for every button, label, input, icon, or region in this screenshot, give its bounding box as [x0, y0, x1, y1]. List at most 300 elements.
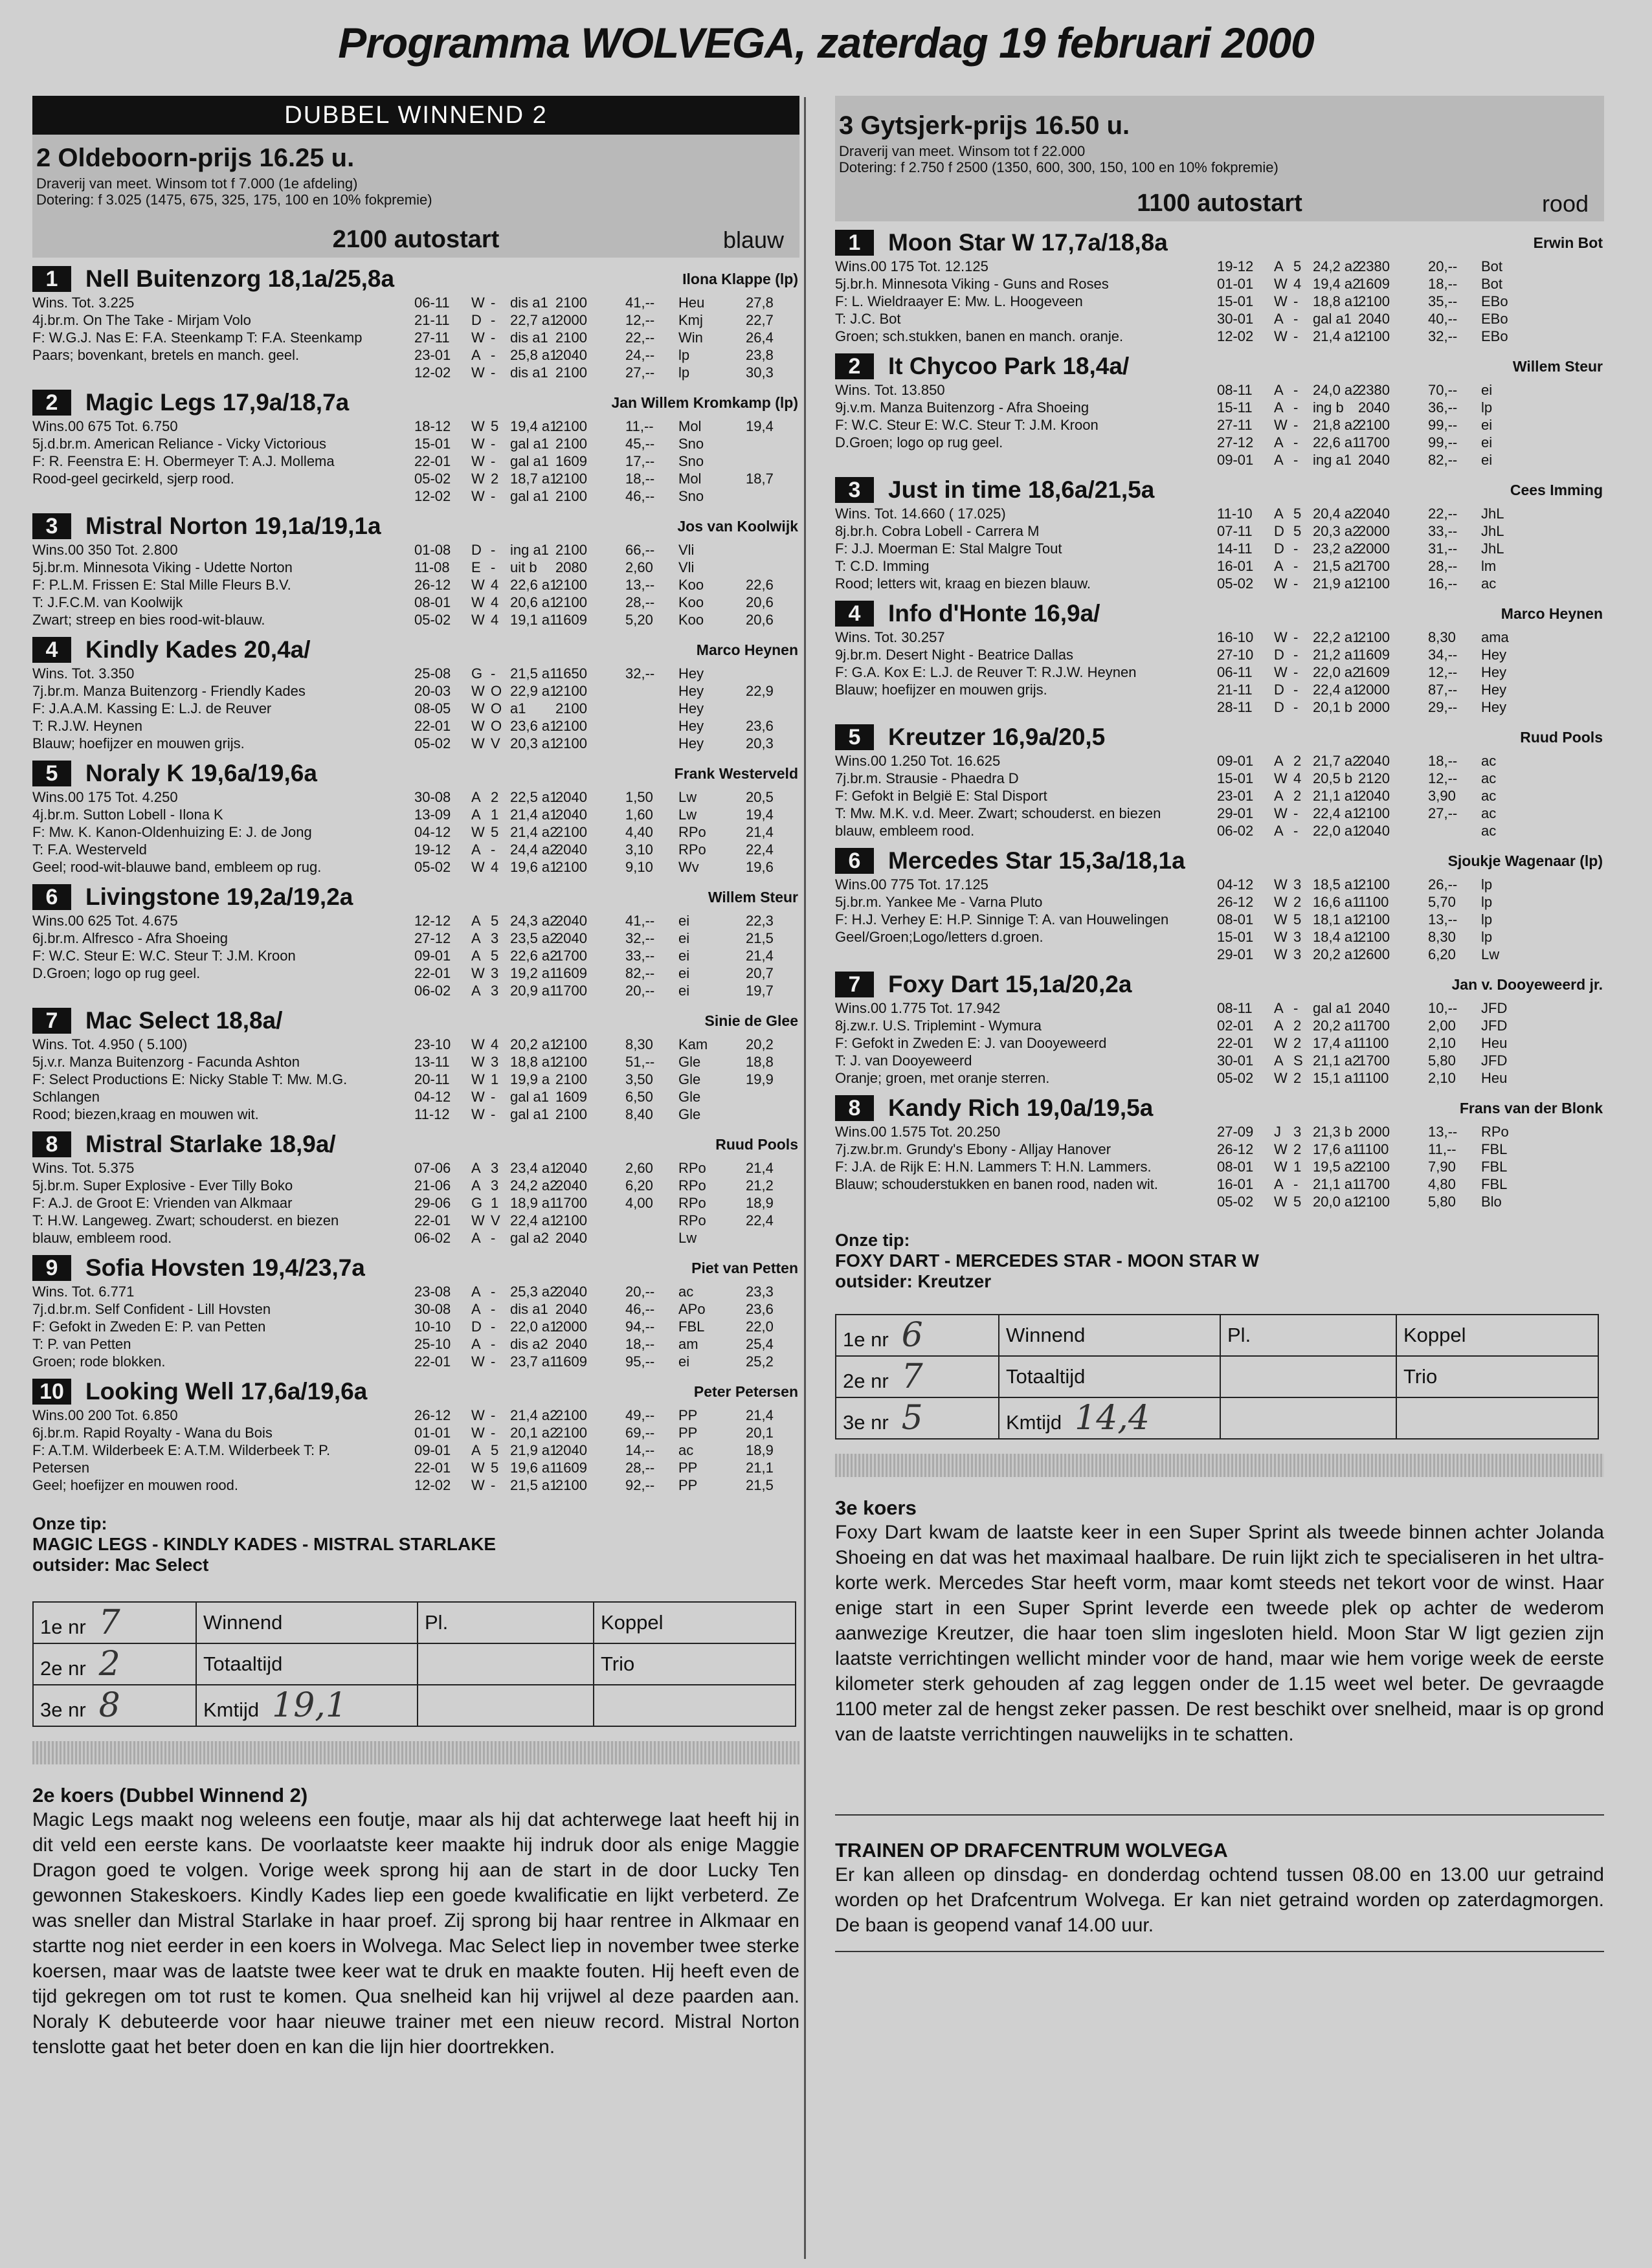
result-cell [1548, 1034, 1600, 1052]
horse-body [32, 1283, 799, 1370]
result-cell [746, 1106, 798, 1123]
result-cell: W [471, 1353, 485, 1370]
result-cell: - [491, 295, 496, 311]
result-cell: 19,9 [746, 1071, 774, 1087]
horse-title [835, 722, 1604, 752]
form-cell[interactable] [1396, 1356, 1598, 1397]
horse-body [835, 999, 1604, 1087]
result-row [414, 1476, 799, 1494]
result-cell: Kmj [678, 312, 703, 328]
result-cell: 06-11 [414, 295, 450, 311]
result-cell: 25,8 a1 [510, 347, 558, 363]
result-row [414, 947, 799, 964]
result-cell: A [471, 806, 481, 823]
result-cell: 2120 [1358, 770, 1390, 786]
column-divider [804, 97, 806, 2259]
result-cell: 1609 [1358, 647, 1390, 663]
result-cell: 23,6 [746, 1301, 774, 1317]
result-cell: 2040 [1358, 753, 1390, 769]
result-cell: 2040 [1358, 823, 1390, 839]
horse-info [835, 876, 1217, 963]
result-cell: 4 [491, 859, 499, 875]
result-cell: uit b [510, 559, 537, 575]
result-cell: 3,50 [625, 1071, 653, 1087]
result-cell: Koo [678, 594, 704, 610]
horse-info-line: T: H.W. Langeweg. Zwart; schouderst. en biezen [32, 1212, 339, 1228]
result-cell: 5 [491, 1442, 499, 1458]
result-cell: 23-08 [414, 1284, 451, 1300]
form-cell[interactable] [1220, 1397, 1396, 1439]
result-cell: 21,2 a1 [1313, 647, 1361, 663]
horse-info-line: 7j.br.m. Manza Buitenzorg - Friendly Kades [32, 683, 306, 699]
result-cell: 20,2 a1 [510, 1036, 558, 1052]
result-cell: G [471, 665, 483, 682]
start-number: 2 [32, 390, 71, 416]
form-label: 2e nr [843, 1370, 889, 1392]
result-cell: 2 [1293, 894, 1302, 910]
result-cell: 1700 [1358, 558, 1390, 574]
horse-info-line: Wins.00 625 Tot. 4.675 [32, 913, 178, 929]
result-cell: ac [1481, 575, 1497, 592]
result-row [1217, 928, 1604, 946]
result-cell: 05-02 [414, 471, 451, 487]
result-cell: 5 [1293, 523, 1302, 539]
notice-title: TRAINEN OP DRAFCENTRUM WOLVEGA [835, 1839, 1228, 1862]
result-cell: 5 [1293, 911, 1302, 928]
result-cell: W [1274, 1159, 1288, 1175]
result-cell: W [1274, 328, 1288, 344]
result-cell: 18,1 a1 [1313, 911, 1361, 928]
result-cell: 13-11 [414, 1054, 450, 1070]
result-cell: 23,8 [746, 347, 774, 363]
result-cell [1548, 310, 1600, 328]
result-cell: Heu [678, 295, 705, 311]
result-cell: 19,4 a1 [510, 418, 558, 434]
form-cell[interactable] [999, 1356, 1220, 1397]
result-cell: - [491, 1425, 496, 1441]
result-cell: 3 [491, 1177, 499, 1194]
result-row [414, 1424, 799, 1441]
result-cell: 35,-- [1428, 293, 1458, 309]
driver-name: Peter Petersen [693, 1383, 798, 1400]
result-cell: 1700 [1358, 1017, 1390, 1034]
result-cell: Gle [678, 1071, 701, 1087]
result-cell: 25,3 a2 [510, 1284, 558, 1300]
start-number: 8 [835, 1095, 874, 1121]
result-cell: 01-08 [414, 542, 451, 558]
horse-name: Sofia Hovsten 19,4/23,7a [85, 1254, 365, 1281]
result-cell: 1700 [555, 1195, 587, 1211]
result-cell: 09-01 [414, 1442, 451, 1458]
result-row [414, 435, 799, 452]
result-cell: 08-01 [414, 594, 451, 610]
result-cell: Hey [1481, 647, 1507, 663]
result-cell: 82,-- [1428, 452, 1458, 468]
form-cell[interactable] [594, 1685, 796, 1726]
results-table [414, 1283, 799, 1370]
result-cell: 8,30 [625, 1036, 653, 1052]
result-cell: 1 [491, 1195, 499, 1211]
handwritten-number: 6 [901, 1316, 923, 1355]
result-cell: W [471, 1089, 485, 1105]
result-cell: 18,9 [746, 1442, 774, 1458]
form-label: 2e nr [40, 1657, 86, 1680]
form-cell[interactable] [836, 1356, 999, 1397]
result-cell: - [491, 1089, 496, 1105]
result-cell: ac [1481, 788, 1497, 804]
result-row [1217, 505, 1604, 522]
race-header [835, 96, 1604, 221]
result-cell: W [1274, 894, 1288, 910]
result-cell: 5 [1293, 258, 1302, 274]
result-row [1217, 575, 1604, 592]
result-cell: 19-12 [1217, 258, 1254, 274]
form-cell[interactable] [1220, 1356, 1396, 1397]
result-cell: 2040 [555, 1160, 587, 1176]
result-cell: 1,50 [625, 789, 653, 805]
form-cell[interactable] [1396, 1397, 1598, 1439]
result-cell: JhL [1481, 506, 1504, 522]
result-row [1217, 1017, 1604, 1034]
tip-block [835, 1230, 1604, 1292]
horse-info-line: 5j.br.h. Minnesota Viking - Guns and Roses [835, 276, 1109, 292]
result-cell: 2000 [1358, 523, 1390, 539]
result-cell: 09-01 [1217, 452, 1254, 468]
horse-info-line: F: G.A. Kox E: L.J. de Reuver T: R.J.W. Heynen [835, 664, 1137, 680]
horse-info-line: T: C.D. Imming [835, 558, 930, 574]
result-cell: S [1293, 1052, 1303, 1069]
result-cell: 30-01 [1217, 1052, 1254, 1069]
horse-info-line: 5j.br.m. Minnesota Viking - Udette Norton [32, 559, 293, 575]
form-cell[interactable] [1220, 1315, 1396, 1356]
result-cell: 16,-- [1428, 575, 1458, 592]
result-cell: 99,-- [1428, 417, 1458, 433]
horse-entry [835, 599, 1604, 716]
horse-info-line: Groen; sch.stukken, banen en manch. oranje. [835, 328, 1124, 344]
result-cell: W [471, 683, 485, 699]
result-cell: W [471, 1054, 485, 1070]
horse-info-line: Zwart; streep en bies rood-wit-blauw. [32, 612, 265, 628]
result-cell: 12-12 [414, 913, 451, 929]
horse-name: Kreutzer 16,9a/20,5 [888, 724, 1106, 750]
result-cell: D [471, 542, 482, 558]
result-cell: 18,8 a1 [510, 1054, 558, 1070]
result-cell: 29,-- [1428, 699, 1458, 715]
result-cell: - [1293, 664, 1299, 680]
result-cell: 2 [491, 789, 499, 805]
result-cell: 5 [491, 948, 499, 964]
form-cell[interactable] [418, 1602, 594, 1643]
horse-list [835, 228, 1604, 1210]
result-cell: RPo [678, 824, 706, 840]
result-cell: 22,6 [746, 577, 774, 593]
result-row [414, 858, 799, 876]
result-cell: Sno [678, 453, 704, 469]
horse-body [32, 788, 799, 876]
result-row [414, 1300, 799, 1318]
result-cell: 05-02 [1217, 1070, 1254, 1086]
result-cell: 2100 [1358, 417, 1390, 433]
start-number: 7 [32, 1008, 71, 1034]
result-cell: 20,2 [746, 1036, 774, 1052]
result-cell: A [471, 913, 481, 929]
form-cell[interactable] [196, 1643, 418, 1685]
form-cell[interactable] [1396, 1315, 1598, 1356]
result-row [414, 735, 799, 752]
form-cell[interactable] [196, 1602, 418, 1643]
horse-info-line: 5j.br.m. Yankee Me - Varna Pluto [835, 894, 1043, 910]
tip-outsider: outsider: Kreutzer [835, 1271, 992, 1291]
result-cell: 16,6 a1 [1313, 894, 1361, 910]
article-text: Foxy Dart kwam de laatste keer in een Super Sprint als tweede binnen achter Jolanda Shoeing en dat was het maximaal haalbare. De ruin lijkt zich te specialiseren in het ultra-korte werk. Mercedes Star heeft vorm, maar komt steeds net tekort voor de winst. Haar enige start in een Super Sprint leverde een tweede plek op achter de wederom aanwezige Kreutzer, die haar toen slim ingesloten hield. Moon Star W ligt gezien zijn laatste verrichtingen wellicht minder voor de hand, maar wie hem vorige week de eerste kilometer sterk gehouden af zag leggen onder de 1.15 weet wel beter. De gevraagde 1100 meter zal de hengst zeker passen. De rest beschikt over snelheid, maar is op grond van de laatste verrichtingen nauwelijks in te schatten. [835, 1522, 1604, 1745]
result-row [414, 665, 799, 682]
horse-info-line: blauw, embleem rood. [835, 823, 975, 839]
horse-body [32, 1159, 799, 1247]
horse-info-line: F: Gefokt in Zweden E: J. van Dooyeweerd [835, 1035, 1107, 1051]
result-cell: 27-12 [1217, 434, 1254, 450]
result-cell: W [471, 295, 485, 311]
horse-info-line: Wins.00 1.775 Tot. 17.942 [835, 1000, 1001, 1016]
result-cell: lp [1481, 911, 1493, 928]
result-cell: PP [678, 1425, 698, 1441]
result-cell: gal a1 [510, 488, 549, 504]
result-cell: 11-10 [1217, 506, 1253, 522]
form-cell[interactable] [999, 1315, 1220, 1356]
horse-body [32, 665, 799, 752]
results-table [414, 1406, 799, 1494]
result-row [414, 1353, 799, 1370]
result-cell: 20,3 a1 [510, 735, 558, 751]
results-table [1217, 752, 1604, 839]
result-row [414, 611, 799, 628]
results-table [414, 294, 799, 381]
result-cell: 1609 [1358, 276, 1390, 292]
result-row [414, 929, 799, 947]
horse-title [835, 475, 1604, 505]
result-row [414, 1036, 799, 1053]
result-cell: 20,6 [746, 594, 774, 610]
result-cell: 51,-- [625, 1054, 655, 1070]
form-cell[interactable] [33, 1643, 196, 1685]
result-cell: 1609 [555, 965, 587, 981]
form-cell[interactable] [999, 1397, 1220, 1439]
results-table [414, 912, 799, 999]
result-row [414, 1088, 799, 1106]
result-cell: 2040 [555, 789, 587, 805]
result-cell [1548, 1123, 1600, 1140]
result-cell: 22,4 a1 [1313, 682, 1361, 698]
result-cell: 1 [491, 1071, 499, 1087]
form-label: Kmtijd [1006, 1411, 1062, 1434]
horse-info-line: F: Gefokt in België E: Stal Disport [835, 788, 1047, 804]
result-cell: W [1274, 629, 1288, 645]
result-cell: 70,-- [1428, 382, 1458, 398]
result-cell: 27,8 [746, 295, 774, 311]
start-number: 6 [32, 884, 71, 910]
horse-info-line: F: L. Wieldraayer E: Mw. L. Hoogeveen [835, 293, 1083, 309]
result-cell: 27-12 [414, 930, 451, 946]
result-cell: 4,40 [625, 824, 653, 840]
result-cell [1548, 646, 1600, 663]
result-cell: W [471, 1477, 485, 1493]
result-cell [1548, 946, 1600, 963]
horse-name: Kindly Kades 20,4a/ [85, 636, 311, 663]
result-cell: 20,5 b [1313, 770, 1353, 786]
form-label: Pl. [1227, 1324, 1251, 1346]
result-row [414, 452, 799, 470]
horse-info [32, 294, 414, 381]
result-cell: W [1274, 1035, 1288, 1051]
form-cell[interactable] [836, 1397, 999, 1439]
result-cell: 04-12 [414, 1089, 451, 1105]
handwritten-number: 7 [98, 1603, 120, 1642]
result-cell [1548, 911, 1600, 928]
result-cell [1548, 575, 1600, 592]
horse-name: Kandy Rich 19,0a/19,5a [888, 1095, 1154, 1121]
result-cell: W [471, 700, 485, 717]
result-cell: gal a1 [510, 1089, 549, 1105]
results-table [1217, 505, 1604, 592]
notice-top-rule [835, 1814, 1604, 1816]
result-cell: - [491, 1230, 496, 1246]
result-cell: 2040 [555, 841, 587, 858]
result-cell: 18-12 [414, 418, 451, 434]
form-cell[interactable] [594, 1602, 796, 1643]
result-cell [1548, 928, 1600, 946]
result-cell: 22-01 [414, 965, 451, 981]
form-cell[interactable] [33, 1602, 196, 1643]
result-row [414, 982, 799, 999]
result-row [1217, 434, 1604, 451]
horse-info-line: F: R. Feenstra E: H. Obermeyer T: A.J. Mollema [32, 453, 335, 469]
result-cell: 2100 [555, 700, 587, 717]
result-cell: lp [1481, 929, 1493, 945]
form-cell[interactable] [836, 1315, 999, 1356]
horse-title [32, 1129, 799, 1159]
result-cell: 18,-- [625, 471, 655, 487]
result-row [1217, 999, 1604, 1017]
result-cell: Mol [678, 418, 702, 434]
driver-name: Jos van Koolwijk [677, 518, 798, 535]
result-cell: 20,1 a2 [510, 1425, 558, 1441]
result-cell: 30-08 [414, 789, 451, 805]
result-cell: 4,80 [1428, 1176, 1456, 1192]
race-name: 2 Oldeboorn-prijs 16.25 u. [36, 144, 355, 172]
result-cell: 2100 [555, 1477, 587, 1493]
result-cell: 11-12 [414, 1106, 450, 1122]
result-cell: A [471, 948, 481, 964]
result-cell: 2100 [1358, 876, 1390, 893]
result-cell: A [1274, 1052, 1284, 1069]
form-cell[interactable] [418, 1685, 594, 1726]
result-cell [1548, 540, 1600, 557]
form-cell[interactable] [594, 1643, 796, 1685]
form-cell[interactable] [418, 1643, 594, 1685]
form-label: Kmtijd [203, 1698, 260, 1721]
result-cell: 2100 [555, 1071, 587, 1087]
result-cell: 20,5 [746, 789, 774, 805]
result-cell: G [471, 1195, 483, 1211]
result-cell [625, 717, 678, 735]
result-row [414, 841, 799, 858]
result-cell: A [1274, 753, 1284, 769]
result-cell: 2100 [555, 1106, 587, 1122]
horse-info-line: F: Gefokt in Zweden E: P. van Petten [32, 1318, 266, 1335]
result-cell: 22-01 [414, 718, 451, 734]
horse-entry [835, 351, 1604, 469]
result-cell: ac [1481, 753, 1497, 769]
result-cell: 1609 [555, 1353, 587, 1370]
result-cell: 19,6 a1 [510, 1460, 558, 1476]
result-cell: Hey [1481, 699, 1507, 715]
result-row [1217, 805, 1604, 822]
result-cell: 09-01 [1217, 753, 1254, 769]
result-cell: 2100 [555, 329, 587, 346]
result-cell: W [471, 488, 485, 504]
result-cell: 25,2 [746, 1353, 774, 1370]
result-cell: 2100 [1358, 1194, 1390, 1210]
horse-name: Looking Well 17,6a/19,6a [85, 1378, 368, 1405]
horse-info-line: 5j.d.br.m. American Reliance - Vicky Victorious [32, 436, 327, 452]
result-cell: 82,-- [625, 965, 655, 981]
result-cell: ac [678, 1284, 694, 1300]
result-cell: 20,1 b [1313, 699, 1353, 715]
result-cell: - [491, 542, 496, 558]
result-row [414, 1106, 799, 1123]
result-cell: 28-11 [1217, 699, 1253, 715]
result-cell: 18,5 a1 [1313, 876, 1361, 893]
horse-info-line: 8j.br.h. Cobra Lobell - Carrera M [835, 523, 1040, 539]
form-cell[interactable] [196, 1685, 418, 1726]
result-cell: RPo [678, 1212, 706, 1228]
result-cell: 05-02 [1217, 575, 1254, 592]
result-cell: 1609 [555, 1089, 587, 1105]
result-cell [625, 682, 678, 700]
result-cell: - [491, 488, 496, 504]
result-cell: 1700 [1358, 1052, 1390, 1069]
result-cell: 92,-- [625, 1477, 655, 1493]
result-cell: 22,6 a1 [1313, 434, 1361, 450]
result-cell: W [471, 577, 485, 593]
result-cell: dis a2 [510, 1336, 548, 1352]
result-cell: 2 [1293, 753, 1302, 769]
result-row [414, 487, 799, 505]
result-cell: 21,4 a1 [510, 806, 558, 823]
result-cell: - [491, 1318, 496, 1335]
result-cell: 49,-- [625, 1407, 655, 1423]
result-cell: a1 [510, 700, 526, 717]
result-cell: 5,20 [625, 612, 653, 628]
form-label: Totaaltijd [1006, 1365, 1086, 1388]
result-cell: W [471, 1071, 485, 1087]
result-cell [746, 1088, 798, 1106]
horse-entry [32, 635, 799, 752]
tip-line: MAGIC LEGS - KINDLY KADES - MISTRAL STARLAKE [32, 1534, 497, 1554]
result-cell: 2100 [555, 1036, 587, 1052]
result-cell: 20,0 a1 [1313, 1194, 1361, 1210]
result-cell: 2100 [555, 418, 587, 434]
form-cell[interactable] [33, 1685, 196, 1726]
result-cell: 2000 [1358, 1124, 1390, 1140]
result-cell: - [1293, 293, 1299, 309]
result-cell: 2100 [555, 1407, 587, 1423]
result-row [414, 1229, 799, 1247]
result-cell: 05-02 [414, 612, 451, 628]
horse-body [835, 628, 1604, 716]
separator-stripe [32, 1741, 799, 1764]
result-cell: 18,7 a1 [510, 471, 558, 487]
result-cell: W [1274, 575, 1288, 592]
